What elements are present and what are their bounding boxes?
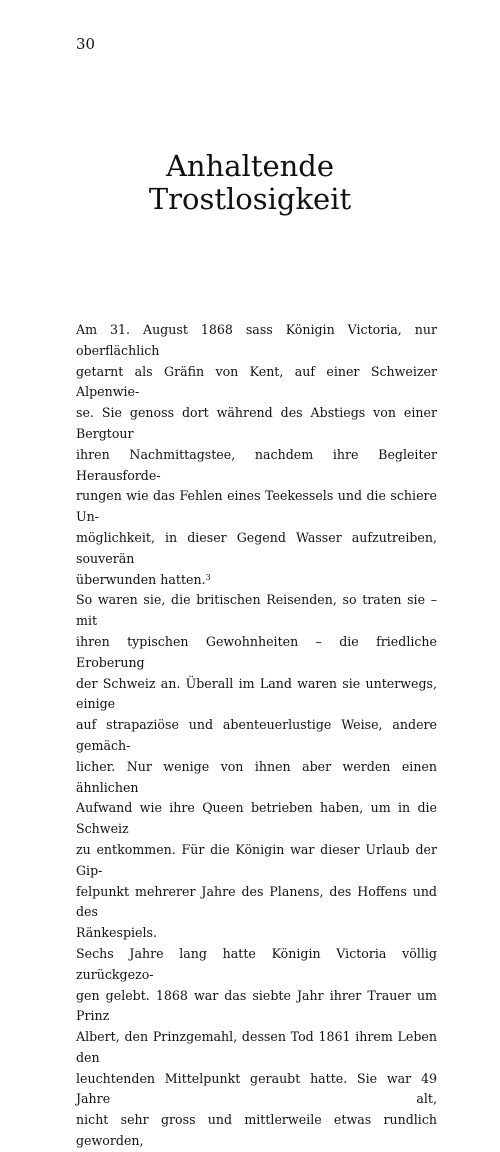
text-line: zu entkommen. Für die Königin war dieser Urlaub der Gip-: [76, 841, 437, 878]
paragraph-1: [76, 320, 437, 590]
text-line: felpunkt mehrerer Jahre des Planens, des Hoffens und des: [76, 883, 437, 920]
text-line: auf strapaziöse und abenteuerlustige Weise, andere gemäch-: [76, 717, 437, 753]
text-line: Am 31. August 1868 sass Königin Victoria, nur oberflächlich: [76, 322, 437, 358]
text-line-last: Ränkespiels.: [76, 925, 157, 941]
text-line: Albert, den Prinzgemahl, dessen Tod 1861 ihrem Leben den: [76, 1029, 437, 1065]
paragraph-2: [76, 590, 437, 944]
text-line: der Schweiz an. Überall im Land waren sie unterwegs, einige: [76, 675, 437, 712]
text-line: Sechs Jahre lang hatte Königin Victoria völlig zurückgezo-: [76, 945, 437, 982]
body-text: [76, 320, 437, 1152]
footnote-marker: 3: [205, 572, 211, 582]
text-line: nicht sehr gross und mittlerweile etwas rundlich geworden,: [76, 1112, 437, 1149]
text-line: rungen wie das Fehlen eines Teekessels und die schiere Un-: [76, 488, 437, 525]
text-line: möglichkeit, in dieser Gegend Wasser aufzutreiben, souverän: [76, 529, 437, 566]
text-line: leuchtenden Mittelpunkt geraubt hatte. Sie war 49 Jahre alt,: [76, 1070, 437, 1107]
text-line: se. Sie genoss dort während des Abstiegs von einer Bergtour: [76, 405, 437, 441]
chapter-title-line-2: Trostlosigkeit: [148, 182, 352, 216]
text-line: ihren Nachmittagstee, nachdem ihre Begleiter Herausforde-: [76, 446, 437, 483]
text-line: gen gelebt. 1868 war das siebte Jahr ihrer Trauer um Prinz: [76, 987, 437, 1024]
text-line: Aufwand wie ihre Queen betrieben haben, um in die Schweiz: [76, 800, 437, 837]
chapter-title-line-1: Anhaltende: [165, 149, 335, 183]
paragraph-3: [76, 944, 437, 1152]
chapter-title: [0, 150, 500, 216]
text-line-last: [76, 570, 437, 591]
text-line: licher. Nur wenige von ihnen aber werden einen ähnlichen: [76, 758, 437, 795]
text-line: getarnt als Gräfin von Kent, auf einer Schweizer Alpenwie-: [76, 363, 437, 400]
page-number: 30: [76, 35, 96, 53]
text-line-content: überwunden hatten.: [76, 571, 206, 587]
text-line: ihren typischen Gewohnheiten – die friedliche Eroberung: [76, 633, 437, 670]
text-line: So waren sie, die britischen Reisenden, so traten sie – mit: [76, 592, 437, 629]
